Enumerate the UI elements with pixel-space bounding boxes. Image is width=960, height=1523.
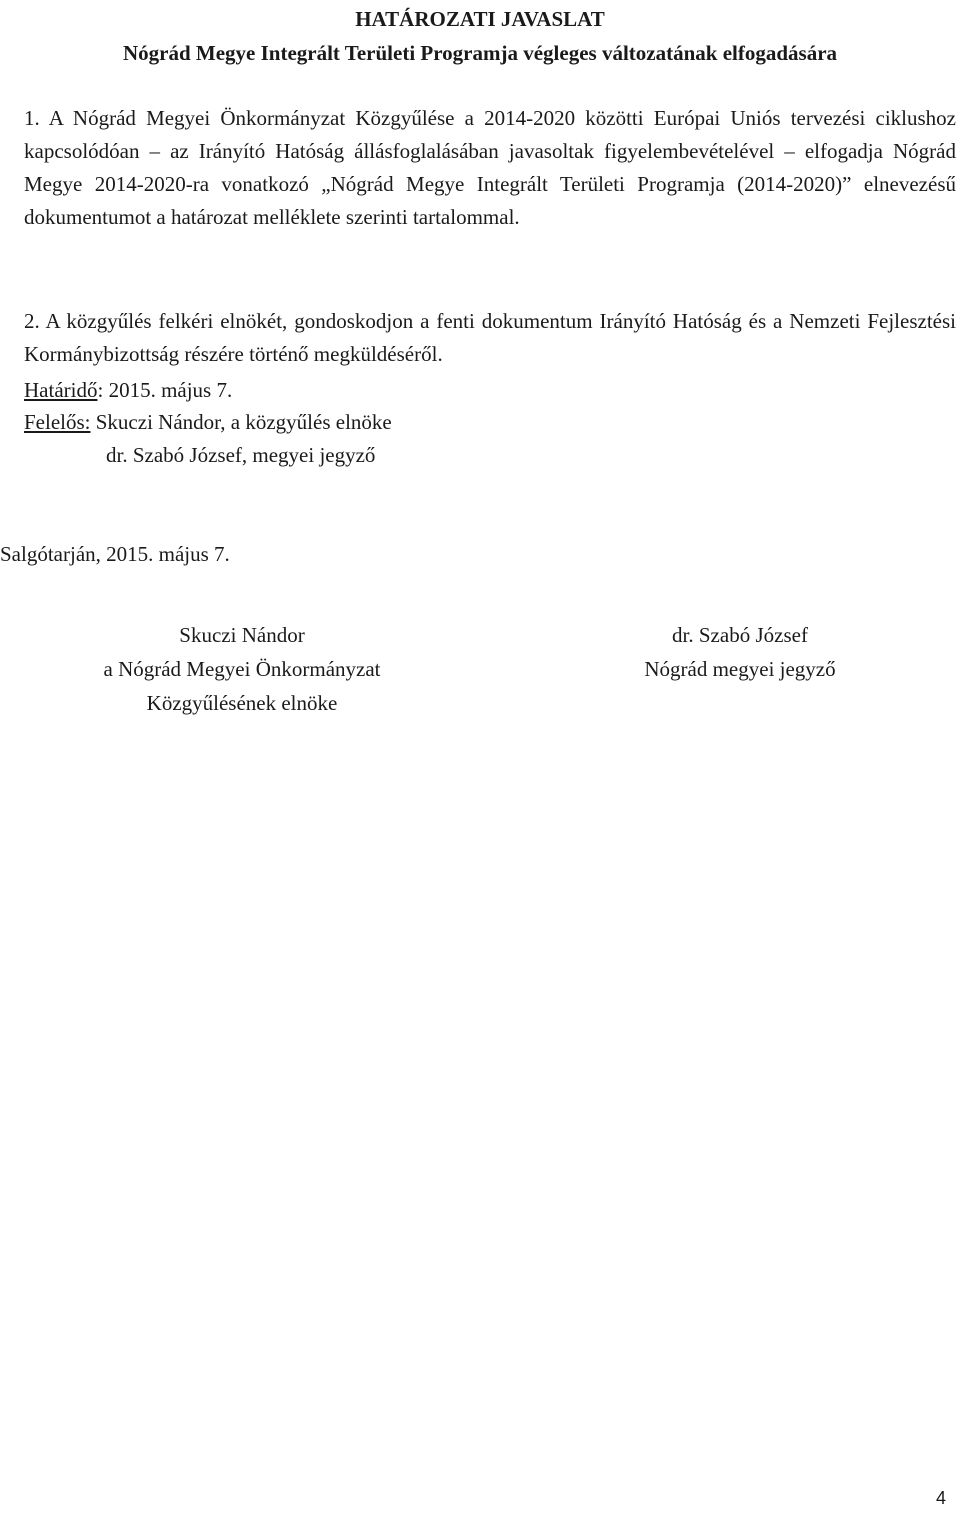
place-and-date: Salgótarján, 2015. május 7. xyxy=(0,542,230,566)
page-number: 4 xyxy=(936,1488,947,1508)
document-title: HATÁROZATI JAVASLAT xyxy=(355,7,605,31)
responsible-person-1: Skuczi Nándor, a közgyűlés elnöke xyxy=(90,410,392,434)
responsible-person-2: dr. Szabó József, megyei jegyző xyxy=(106,443,376,467)
deadline-line xyxy=(24,377,232,403)
signature-role-chair-line1: a Nógrád Megyei Önkormányzat xyxy=(103,657,381,681)
responsible-line-1 xyxy=(24,409,392,435)
responsible-label: Felelős: xyxy=(24,410,91,434)
deadline-value: : 2015. május 7. xyxy=(97,378,233,402)
deadline-label: Határidő xyxy=(24,378,98,402)
document-subtitle: Nógrád Megye Integrált Területi Programja végleges változatának elfogadására xyxy=(122,41,838,65)
signature-block-notary xyxy=(540,618,940,686)
signature-role-notary: Nógrád megyei jegyző xyxy=(644,657,836,681)
signature-name-notary: dr. Szabó József xyxy=(672,623,808,647)
signature-block-chair xyxy=(40,618,444,720)
signature-name-chair: Skuczi Nándor xyxy=(179,623,305,647)
resolution-point-1: 1. A Nógrád Megyei Önkormányzat Közgyűlése a 2014-2020 közötti Európai Uniós tervezési ciklushoz kapcsolódóan – az Irányító Hatóság állásfoglalásában javasoltak figyelembevételével – elfogadja Nógrád Megye 2014-2020-ra vonatkozó „Nógrád Megye Integrált Területi Programja (2014-2020)” elnevezésű dokumentumot a határozat melléklete szerinti tartalommal. xyxy=(24,106,956,229)
resolution-point-2: 2. A közgyűlés felkéri elnökét, gondoskodjon a fenti dokumentum Irányító Hatóság és a Nemzeti Fejlesztési Kormánybizottság részére történő megküldéséről. xyxy=(24,309,956,366)
signature-role-chair-line2: Közgyűlésének elnöke xyxy=(146,691,338,715)
